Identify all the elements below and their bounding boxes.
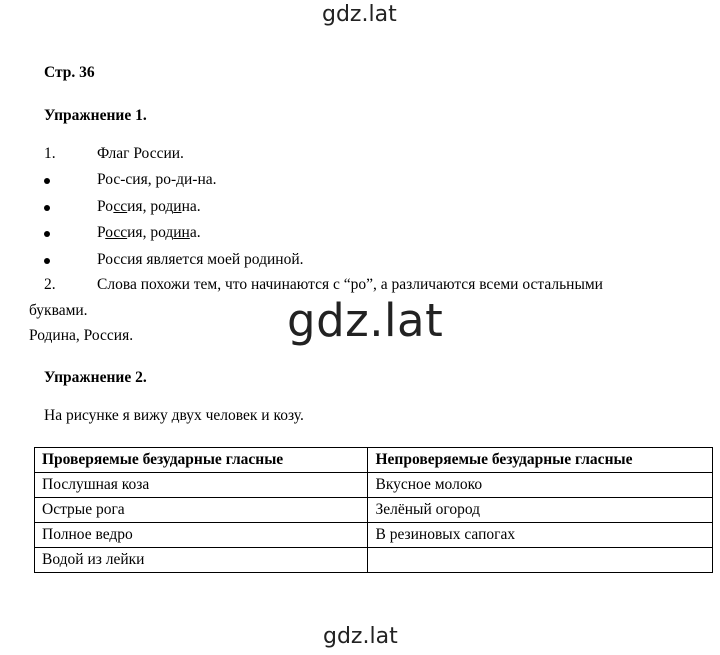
- exercise1-heading: Упражнение 1.: [44, 107, 147, 124]
- table-cell: [368, 548, 713, 573]
- table-header-row: [35, 448, 713, 473]
- exercise1-item1: [0, 145, 720, 163]
- item2-text-line2: буквами.: [29, 302, 88, 319]
- bullet-item-2: [0, 198, 720, 216]
- item1-text: Флаг России.: [97, 145, 184, 162]
- bullet-dot: [44, 258, 50, 264]
- table-header-unchecked: Непроверяемые безударные гласные: [368, 448, 713, 473]
- bullet-dot: [44, 205, 50, 211]
- watermark-top: gdz.lat: [322, 2, 397, 27]
- watermark-middle: gdz.lat: [287, 294, 444, 347]
- bullet-text: Россия является моей родиной.: [97, 251, 304, 268]
- page-label: Стр. 36: [44, 64, 95, 81]
- item2-text-line1: Слова похожи тем, что начинаются с “ро”, а различаются всеми остальными: [97, 276, 603, 293]
- table-cell: Острые рога: [35, 498, 368, 523]
- exercise1-answer: Родина, Россия.: [29, 327, 134, 344]
- table-header-checked: Проверяемые безударные гласные: [35, 448, 368, 473]
- table-row: [35, 548, 713, 573]
- watermark-bottom: gdz.lat: [323, 624, 398, 649]
- item1-number: 1.: [44, 145, 56, 162]
- bullet-text: Рос-сия, ро-ди-на.: [97, 171, 217, 188]
- table-cell: В резиновых сапогах: [368, 523, 713, 548]
- exercise2-intro: На рисунке я вижу двух человек и козу.: [44, 407, 304, 424]
- table-row: [35, 523, 713, 548]
- bullet-item-1: [0, 171, 720, 189]
- bullet-item-4: [0, 251, 720, 269]
- exercise2-heading: Упражнение 2.: [44, 369, 147, 386]
- vowels-table: [34, 447, 713, 573]
- bullet-dot: [44, 231, 50, 237]
- table-row: [35, 473, 713, 498]
- bullet-text-marked: Россия, родина.: [97, 224, 201, 241]
- exercise1-item2: [0, 276, 720, 294]
- bullet-dot: [44, 178, 50, 184]
- table-cell: Вкусное молоко: [368, 473, 713, 498]
- table-row: [35, 498, 713, 523]
- table-cell: Полное ведро: [35, 523, 368, 548]
- bullet-text-marked: Россия, родина.: [97, 198, 201, 215]
- table-cell: Послушная коза: [35, 473, 368, 498]
- table-cell: Водой из лейки: [35, 548, 368, 573]
- item2-number: 2.: [44, 276, 56, 293]
- bullet-item-3: [0, 224, 720, 242]
- table-cell: Зелёный огород: [368, 498, 713, 523]
